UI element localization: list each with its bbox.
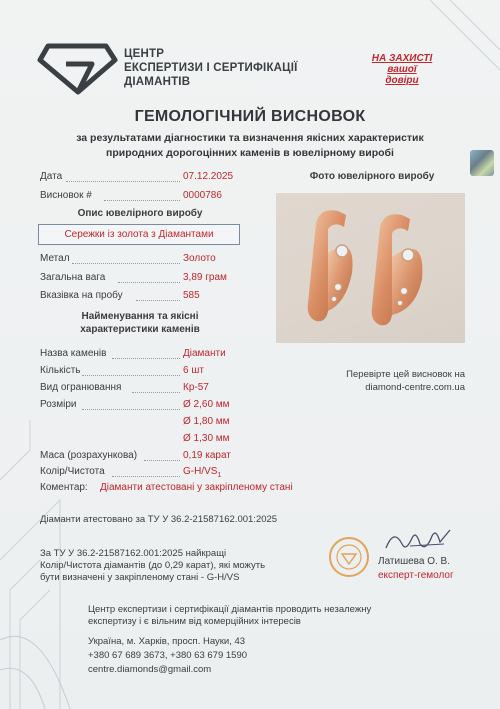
metal-value: Золото — [183, 253, 216, 264]
slogan-line1: НА ЗАХИСТІ — [371, 53, 433, 64]
comment-value: Діаманти атестовані у закріпленому стані — [100, 482, 293, 493]
stones-heading-line1: Найменування та якісні — [81, 311, 199, 322]
sizes-dots — [82, 409, 180, 410]
email[interactable]: centre.diamonds@gmail.com — [88, 664, 212, 675]
standard-text: Діаманти атестовано за ТУ У 36.2-21587162.001:2025 — [40, 514, 278, 525]
expert-name: Латишева О. В. — [378, 556, 450, 567]
metal-dots — [72, 263, 180, 264]
number-label: Висновок # — [40, 190, 92, 201]
slogan-line3: довіри — [385, 75, 419, 86]
metal-label: Метал — [40, 253, 70, 264]
color-clarity-value — [183, 466, 221, 479]
item-heading: Опис ювелірного виробу — [77, 208, 203, 219]
color-clarity-main: G-H/VS — [183, 466, 218, 477]
left-earring — [308, 210, 353, 321]
mass-dots — [144, 460, 180, 461]
diamond-logo-icon — [36, 38, 118, 96]
slogan — [356, 53, 448, 86]
mass-label: Маса (розрахункова) — [40, 450, 138, 461]
assay-label: Вказівка на пробу — [40, 290, 123, 301]
subtitle-line2: природних дорогоцінних каменів в ювелірному виробі — [106, 147, 394, 159]
phones: +380 67 689 3673, +380 63 679 1590 — [88, 650, 248, 661]
signature-icon — [380, 522, 460, 558]
size-1-value: Ø 2,60 мм — [183, 399, 230, 410]
note-block — [40, 548, 265, 584]
weight-value: 3,89 грам — [183, 272, 227, 283]
address: Україна, м. Харків, просп. Науки, 43 — [88, 636, 246, 647]
footer-line2: експертизу і є вільним від комерційних інтересів — [88, 616, 301, 627]
size-3-value: Ø 1,30 мм — [183, 433, 230, 444]
comment-label: Коментар: — [40, 482, 88, 493]
weight-dots — [118, 282, 180, 283]
verify-link[interactable]: diamond-centre.com.ua — [365, 382, 465, 393]
cut-dots — [132, 392, 180, 393]
verify-text: Перевірте цей висновок на — [346, 369, 465, 380]
count-value: 6 шт — [183, 365, 204, 376]
color-clarity-dots — [112, 476, 180, 477]
weight-label: Загальна вага — [40, 272, 106, 283]
count-dots — [82, 375, 180, 376]
org-name-line3: ДІАМАНТІВ — [124, 76, 191, 88]
note-line3: бути визначені у закріпленому стані - G-H/VS — [40, 572, 240, 583]
size-2-value: Ø 1,80 мм — [183, 416, 230, 427]
stone-name-dots — [112, 358, 180, 359]
date-dots — [66, 181, 180, 182]
stone-name-value: Діаманти — [183, 348, 226, 359]
cut-value: Кр-57 — [183, 382, 209, 393]
assay-value: 585 — [183, 290, 200, 301]
note-line1: За ТУ У 36.2-21587162.001:2025 найкращі — [40, 548, 227, 559]
stone-name-label: Назва каменів — [40, 348, 107, 359]
stones-heading-line2: характеристики каменів — [80, 324, 200, 335]
sizes-label: Розміри — [40, 399, 77, 410]
cut-label: Вид огранювання — [40, 382, 122, 393]
number-value: 0000786 — [183, 190, 222, 201]
mass-value: 0,19 карат — [183, 450, 231, 461]
document-title: ГЕМОЛОГІЧНИЙ ВИСНОВОК — [134, 108, 366, 125]
earrings-illustration — [276, 193, 465, 343]
slogan-line2: вашої — [387, 64, 417, 75]
org-name-line2: ЕКСПЕРТИЗИ І СЕРТИФІКАЦІЇ — [124, 62, 298, 74]
color-clarity-label: Колір/Чистота — [40, 466, 105, 477]
note-line2: Колір/Чистота діамантів (до 0,29 карат), які можуть — [40, 560, 266, 571]
expert-title: експерт-гемолог — [378, 570, 454, 581]
clarity-subscript: 1 — [217, 472, 222, 479]
date-label: Дата — [40, 171, 63, 182]
item-description-box: Сережки із золота з Діамантами — [38, 224, 240, 245]
hologram-sticker — [470, 150, 494, 176]
stones-heading — [40, 310, 240, 336]
seal-stamp-icon — [328, 536, 370, 578]
jewelry-photo — [276, 193, 465, 343]
org-name-line1: ЦЕНТР — [124, 48, 165, 60]
date-value: 07.12.2025 — [183, 171, 234, 182]
count-label: Кількість — [40, 365, 81, 376]
footer-line1: Центр експертизи і сертифікації діамантів проводить незалежну — [88, 604, 372, 615]
number-dots — [104, 200, 180, 201]
subtitle-line1: за результатами діагностики та визначення якісних характеристик — [76, 132, 424, 144]
right-earring — [372, 214, 423, 325]
photo-label: Фото ювелірного виробу — [309, 171, 435, 182]
assay-dots — [136, 300, 180, 301]
